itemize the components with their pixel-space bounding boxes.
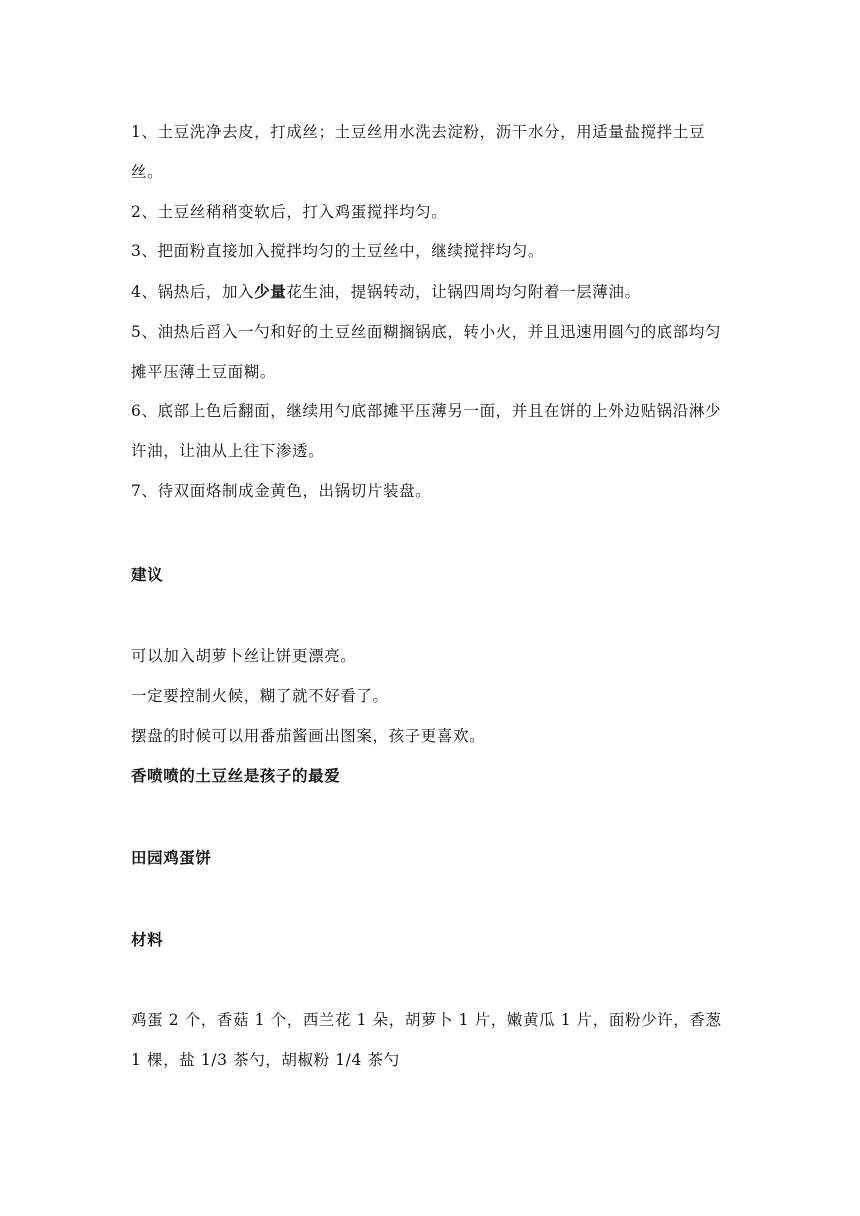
step-4-emphasis: 少量 — [254, 283, 287, 301]
step-5: 5、油热后舀入一勺和好的土豆丝面糊搁锅底，转小火，并且迅速用圆勺的底部均匀摊平压薄土豆面糊。 — [131, 323, 722, 381]
image-caption: 香喷喷的土豆丝是孩子的最爱 — [131, 767, 341, 785]
materials-text: 鸡蛋 2 个，香菇 1 个，西兰花 1 朵，胡萝卜 1 片，嫩黄瓜 1 片，面粉少许，香葱 1 棵，盐 1/3 茶勺，胡椒粉 1/4 茶勺 — [131, 1011, 722, 1069]
step-4-suffix: 花生油，提锅转动，让锅四周均匀附着一层薄油。 — [286, 283, 641, 301]
step-4-prefix: 4、锅热后，加入 — [131, 283, 255, 301]
step-1: 1、土豆洗净去皮，打成丝；土豆丝用水洗去淀粉，沥干水分，用适量盐搅拌土豆丝。 — [131, 123, 705, 181]
step-6: 6、底部上色后翻面，继续用勺底部摊平压薄另一面，并且在饼的上外边贴锅沿淋少许油，让油从上往下渗透。 — [131, 402, 722, 460]
step-4 — [131, 272, 731, 312]
step-3: 3、把面粉直接加入搅拌均匀的土豆丝中，继续搅拌均匀。 — [131, 242, 544, 260]
suggestion-heading: 建议 — [131, 566, 164, 584]
suggestion-2: 一定要控制火候，糊了就不好看了。 — [131, 687, 389, 705]
suggestion-1: 可以加入胡萝卜丝让饼更漂亮。 — [131, 647, 357, 665]
materials-heading: 材料 — [131, 931, 164, 949]
recipe-title: 田园鸡蛋饼 — [131, 849, 212, 867]
suggestion-3: 摆盘的时候可以用番茄酱画出图案，孩子更喜欢。 — [131, 727, 486, 745]
step-7: 7、待双面烙制成金黄色，出锅切片装盘。 — [131, 482, 432, 500]
step-2: 2、土豆丝稍稍变软后，打入鸡蛋搅拌均匀。 — [131, 203, 448, 221]
